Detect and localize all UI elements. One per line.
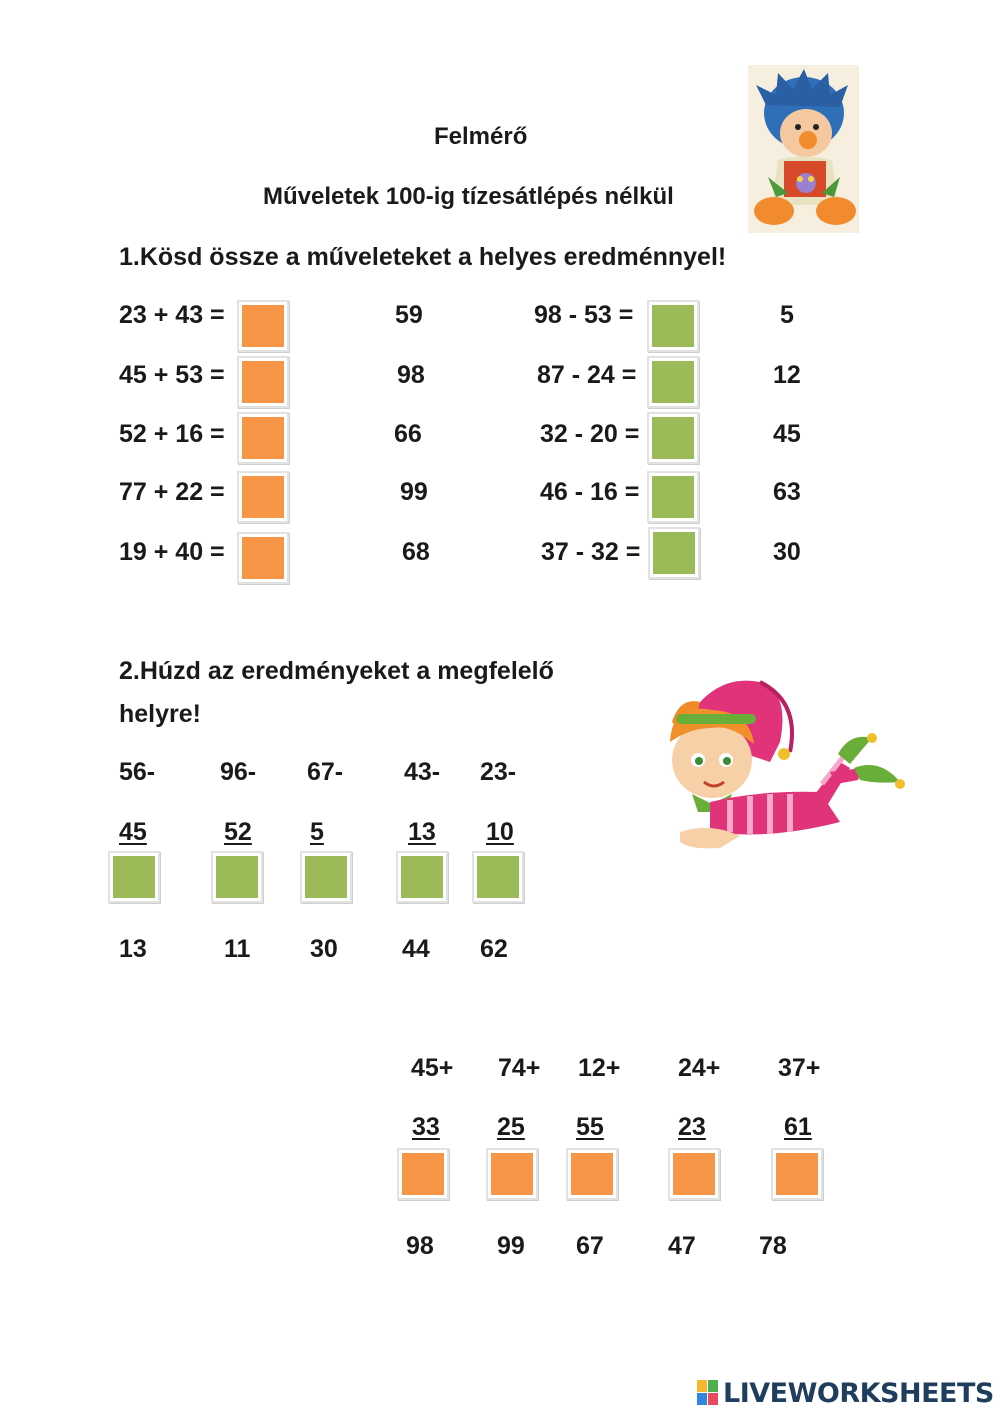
task1-left-operation: 52 + 16 =: [119, 420, 225, 448]
task2-sub-drop-box[interactable]: [472, 851, 524, 903]
task2-sub-draggable-answer[interactable]: 11: [224, 935, 251, 963]
task2-sub-draggable-answer[interactable]: 44: [402, 935, 430, 963]
task1-left-answer-box[interactable]: [237, 300, 289, 352]
task2-add-bottom-number: 25: [497, 1113, 525, 1141]
task1-left-operation: 45 + 53 =: [119, 361, 225, 389]
task1-left-answer-box-fill: [242, 361, 284, 403]
task2-instruction-line1: 2.Húzd az eredményeket a megfelelő: [119, 657, 554, 685]
task1-left-answer-box-fill: [242, 417, 284, 459]
task1-left-answer-box-fill: [242, 305, 284, 347]
task2-add-draggable-answer[interactable]: 78: [759, 1232, 787, 1260]
task2-sub-drop-box-fill: [401, 856, 443, 898]
task2-add-bottom-number: 61: [784, 1113, 812, 1141]
task2-add-drop-box-fill: [571, 1153, 613, 1195]
task1-left-answer-box-fill: [242, 476, 284, 518]
task1-right-operation: 46 - 16 =: [540, 478, 640, 506]
task1-left-answer-box[interactable]: [237, 356, 289, 408]
task2-add-bottom-number: 33: [412, 1113, 440, 1141]
task1-right-result: 45: [773, 420, 801, 448]
task2-sub-draggable-answer[interactable]: 62: [480, 935, 508, 963]
task1-left-operation: 23 + 43 =: [119, 301, 225, 329]
task1-right-operation: 37 - 32 =: [541, 538, 641, 566]
task1-right-answer-box-fill: [653, 532, 695, 574]
task2-add-top-number: 24+: [678, 1054, 721, 1082]
task2-add-bottom-number: 55: [576, 1113, 604, 1141]
task2-instruction-line2: helyre!: [119, 700, 201, 728]
task2-add-drop-box[interactable]: [668, 1148, 720, 1200]
task2-sub-bottom-number: 45: [119, 818, 147, 846]
task2-add-top-number: 74+: [498, 1054, 541, 1082]
task2-sub-drop-box-fill: [305, 856, 347, 898]
task2-add-drop-box-fill: [402, 1153, 444, 1195]
task2-add-top-number: 37+: [778, 1054, 821, 1082]
task1-right-result: 30: [773, 538, 801, 566]
task2-add-drop-box[interactable]: [486, 1148, 538, 1200]
task2-add-draggable-answer[interactable]: 99: [497, 1232, 525, 1260]
task1-right-answer-box[interactable]: [648, 527, 700, 579]
task2-add-draggable-answer[interactable]: 67: [576, 1232, 604, 1260]
task2-sub-drop-box[interactable]: [396, 851, 448, 903]
task1-right-result: 5: [780, 301, 794, 329]
task1-right-operation: 87 - 24 =: [537, 361, 637, 389]
task2-sub-drop-box-fill: [216, 856, 258, 898]
liveworksheets-logo-text: LIVEWORKSHEETS: [723, 1377, 994, 1409]
task1-right-result: 63: [773, 478, 801, 506]
task2-sub-draggable-answer[interactable]: 30: [310, 935, 338, 963]
task1-right-answer-box[interactable]: [647, 412, 699, 464]
task1-right-operation: 32 - 20 =: [540, 420, 640, 448]
task2-add-bottom-number: 23: [678, 1113, 706, 1141]
task2-sub-top-number: 96-: [220, 758, 257, 786]
task1-right-answer-box-fill: [652, 476, 694, 518]
task2-sub-drop-box[interactable]: [300, 851, 352, 903]
task2-sub-bottom-number: 13: [408, 818, 436, 846]
task2-add-drop-box[interactable]: [771, 1148, 823, 1200]
task2-sub-top-number: 56-: [119, 758, 156, 786]
task2-sub-top-number: 23-: [480, 758, 517, 786]
task2-sub-drop-box-fill: [113, 856, 155, 898]
task1-right-operation: 98 - 53 =: [534, 301, 634, 329]
task1-left-operation: 19 + 40 =: [119, 538, 225, 566]
task1-right-result: 12: [773, 361, 801, 389]
task1-right-answer-box-fill: [652, 305, 694, 347]
task2-sub-bottom-number: 52: [224, 818, 252, 846]
task2-sub-drop-box-fill: [477, 856, 519, 898]
task1-right-answer-box-fill: [652, 361, 694, 403]
task1-right-answer-box[interactable]: [647, 356, 699, 408]
liveworksheets-logo: [697, 1377, 994, 1409]
task1-left-result: 59: [395, 301, 423, 329]
task1-left-answer-box[interactable]: [237, 471, 289, 523]
task2-add-drop-box-fill: [673, 1153, 715, 1195]
task2-sub-bottom-number: 10: [486, 818, 514, 846]
task1-left-answer-box-fill: [242, 537, 284, 579]
task2-add-drop-box[interactable]: [566, 1148, 618, 1200]
task2-add-top-number: 12+: [578, 1054, 621, 1082]
task2-add-top-number: 45+: [411, 1054, 454, 1082]
task2-add-drop-box[interactable]: [397, 1148, 449, 1200]
task1-left-result: 98: [397, 361, 425, 389]
task1-left-operation: 77 + 22 =: [119, 478, 225, 506]
worksheet-subtitle: Műveletek 100-ig tízesátlépés nélkül: [263, 183, 674, 210]
task2-sub-drop-box[interactable]: [108, 851, 160, 903]
task2-sub-top-number: 43-: [404, 758, 441, 786]
task2-sub-top-number: 67-: [307, 758, 344, 786]
elf-image: [650, 672, 906, 858]
task1-left-answer-box[interactable]: [237, 412, 289, 464]
task1-instruction: 1.Kösd össze a műveleteket a helyes eredménnyel!: [119, 243, 727, 271]
task2-sub-drop-box[interactable]: [211, 851, 263, 903]
cartoon-boy-image: [748, 65, 859, 233]
task2-sub-bottom-number: 5: [310, 818, 324, 846]
task2-sub-draggable-answer[interactable]: 13: [119, 935, 147, 963]
task2-add-drop-box-fill: [776, 1153, 818, 1195]
task2-add-draggable-answer[interactable]: 98: [406, 1232, 434, 1260]
task1-left-result: 68: [402, 538, 430, 566]
task1-left-answer-box[interactable]: [237, 532, 289, 584]
liveworksheets-logo-icon: [697, 1380, 719, 1406]
task2-add-draggable-answer[interactable]: 47: [668, 1232, 696, 1260]
task1-right-answer-box[interactable]: [647, 471, 699, 523]
task1-right-answer-box[interactable]: [647, 300, 699, 352]
task1-left-result: 66: [394, 420, 422, 448]
worksheet-title: Felmérő: [434, 123, 528, 150]
task1-left-result: 99: [400, 478, 428, 506]
task2-add-drop-box-fill: [491, 1153, 533, 1195]
task1-right-answer-box-fill: [652, 417, 694, 459]
